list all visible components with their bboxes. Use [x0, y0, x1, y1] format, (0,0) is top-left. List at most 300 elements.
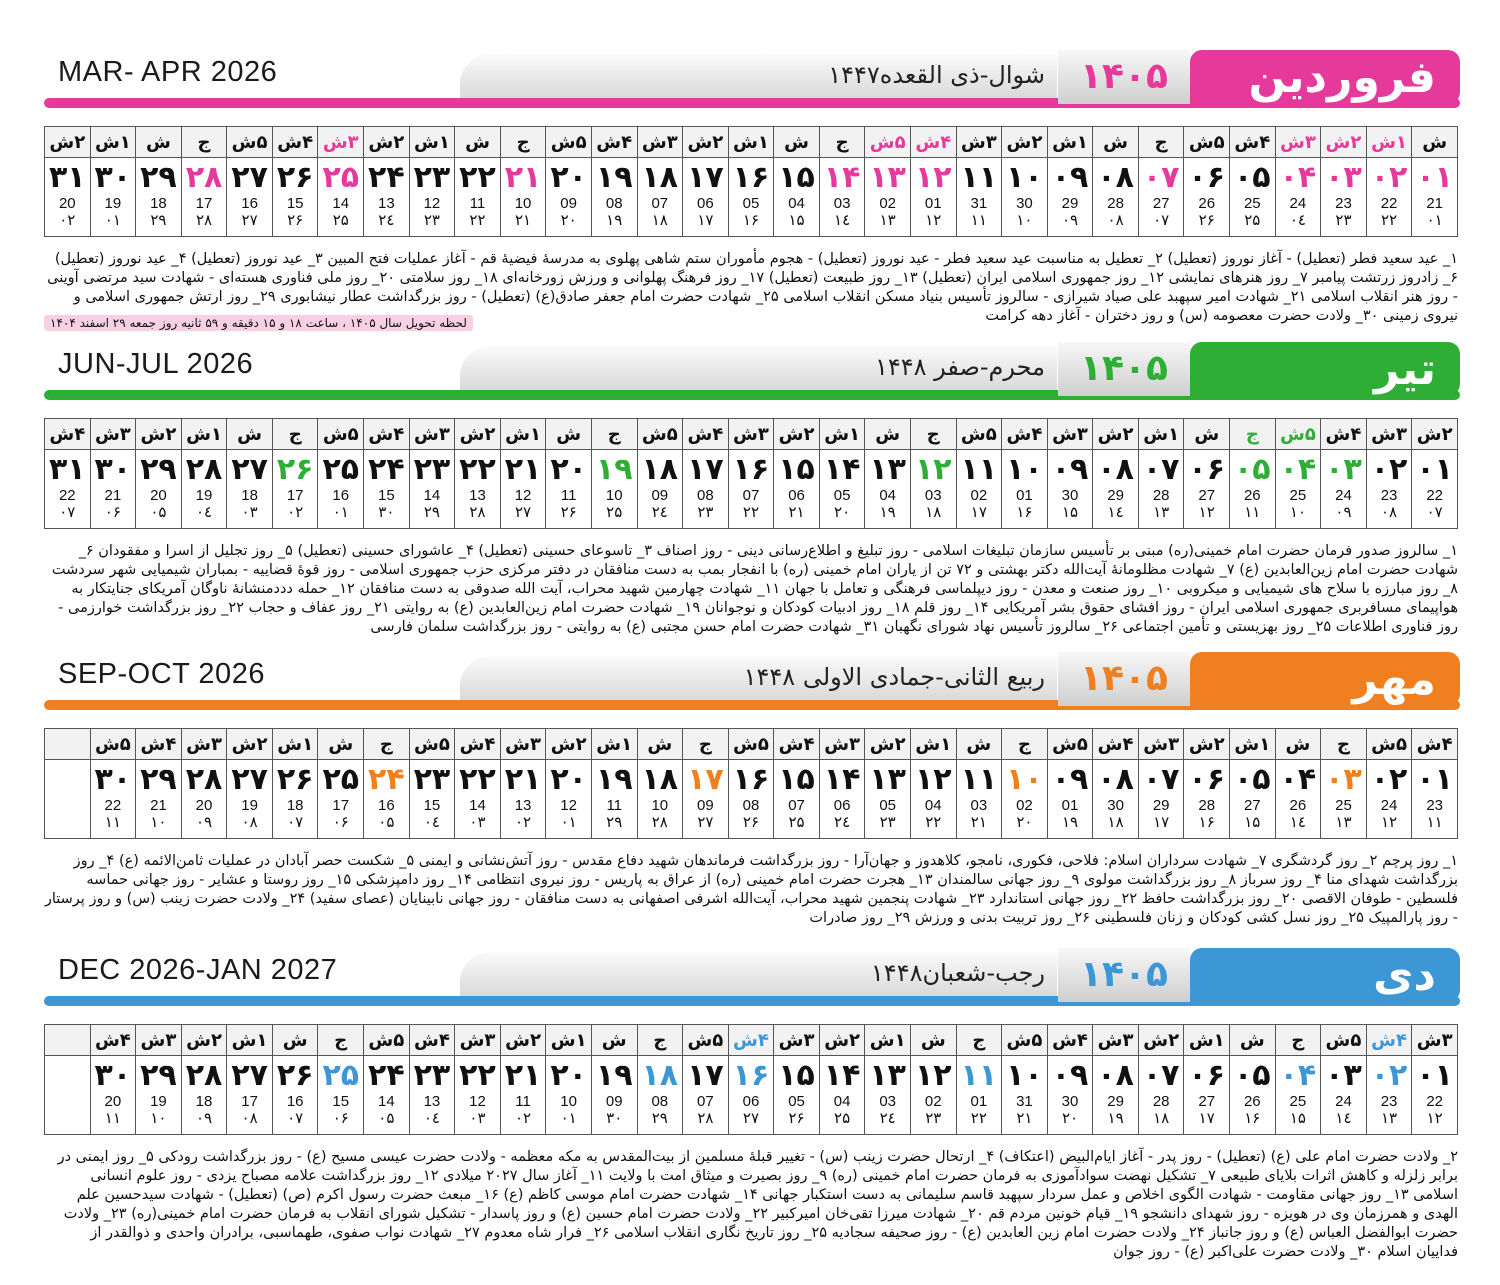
day-cell[interactable]	[1321, 158, 1367, 237]
weekday-cell: ج	[272, 419, 318, 450]
jalali-day: ۱۰	[1006, 1058, 1043, 1093]
jalali-day: ۰۳	[1325, 762, 1362, 797]
hijri-day: ۱۸	[651, 211, 668, 229]
day-cell[interactable]	[1138, 760, 1184, 839]
weekday-cell: ج	[318, 1025, 364, 1056]
day-cell[interactable]	[546, 450, 592, 529]
day-cell[interactable]	[1002, 760, 1048, 839]
day-cell[interactable]	[1002, 1056, 1048, 1135]
day-cell[interactable]	[774, 158, 820, 237]
day-cell[interactable]	[45, 158, 91, 237]
day-cell[interactable]	[1412, 450, 1458, 529]
gregorian-day: 30	[1107, 797, 1124, 814]
day-cell[interactable]	[1412, 1056, 1458, 1135]
day-cell[interactable]	[774, 1056, 820, 1135]
day-cell[interactable]	[728, 1056, 774, 1135]
jalali-day: ۱۶	[732, 452, 770, 487]
day-cell[interactable]	[1138, 450, 1184, 529]
day-cell[interactable]	[364, 760, 410, 839]
jalali-day: ۲۷	[231, 1058, 268, 1093]
day-cell[interactable]	[500, 450, 546, 529]
hijri-day: ۰۲	[59, 211, 76, 229]
gregorian-day: 13	[469, 487, 486, 504]
day-cell[interactable]	[910, 450, 956, 529]
weekday-cell: ج	[1230, 419, 1276, 450]
gregorian-day: 26	[1243, 487, 1261, 504]
day-cell[interactable]	[500, 760, 546, 839]
weekday-cell: ۳ش	[181, 729, 227, 760]
gregorian-day: 26	[1198, 195, 1216, 212]
day-cell[interactable]	[865, 1056, 911, 1135]
hijri-day: ۱٤	[1107, 503, 1124, 521]
weekday-cell: ۳ش	[819, 729, 865, 760]
jalali-day: ۲۵	[322, 452, 360, 487]
weekday-cell: ۱ش	[591, 729, 637, 760]
day-cell[interactable]	[591, 760, 637, 839]
hijri-day: ۰٤	[423, 813, 440, 831]
day-cell[interactable]	[136, 450, 182, 529]
hijri-day: ۰۷	[287, 813, 304, 831]
day-cell[interactable]	[272, 1056, 318, 1135]
weekday-cell: ج	[683, 729, 729, 760]
jalali-day: ۰۴	[1279, 452, 1317, 487]
day-cell[interactable]	[272, 450, 318, 529]
day-cell[interactable]	[181, 760, 227, 839]
day-cell[interactable]	[1412, 760, 1458, 839]
jalali-day: ۱۷	[687, 160, 724, 195]
weekday-cell: ۳ش	[90, 419, 136, 450]
gregorian-day: 25	[1335, 797, 1352, 814]
day-cell[interactable]	[364, 158, 410, 237]
gregorian-day: 27	[1198, 1093, 1216, 1110]
day-cell[interactable]	[181, 450, 227, 529]
day-cell[interactable]	[1093, 760, 1139, 839]
jalali-day: ۰۹	[1051, 452, 1089, 487]
day-cell[interactable]	[591, 450, 637, 529]
day-cell[interactable]	[774, 760, 820, 839]
jalali-day: ۰۵	[1234, 1058, 1271, 1093]
day-cell[interactable]	[90, 760, 136, 839]
jalali-day: ۱۳	[869, 1058, 906, 1093]
day-cell[interactable]	[910, 760, 956, 839]
jalali-day: ۱۷	[687, 762, 724, 797]
day-cell[interactable]	[227, 158, 273, 237]
hijri-day: ۲۱	[1016, 1109, 1033, 1127]
day-cell[interactable]	[272, 158, 318, 237]
gregorian-day: 15	[286, 195, 304, 212]
day-cell[interactable]	[45, 450, 91, 529]
jalali-day: ۱۶	[732, 762, 770, 797]
jalali-day: ۰۷	[1142, 160, 1180, 195]
day-cell[interactable]	[637, 1056, 683, 1135]
weekday-cell: ۳ش	[956, 127, 1002, 158]
gregorian-day: 29	[1152, 797, 1170, 814]
day-cell[interactable]	[1047, 760, 1093, 839]
day-cell[interactable]	[1275, 760, 1321, 839]
weekday-cell: ش	[591, 1025, 637, 1056]
day-cell[interactable]	[227, 760, 273, 839]
jalali-day: ۱۲	[914, 1058, 952, 1093]
gregorian-day: 16	[332, 487, 350, 504]
day-cell[interactable]	[455, 158, 501, 237]
month-name: دی	[1373, 950, 1436, 1001]
weekday-cell: ۵ش	[1002, 1025, 1048, 1056]
hijri-day: ۰٤	[423, 1109, 440, 1127]
weekday-cell: ۲ش	[1184, 729, 1230, 760]
hijri-day: ۲۲	[742, 503, 760, 521]
gregorian-day: 24	[1335, 487, 1352, 504]
weekday-cell: ۳ش	[409, 419, 455, 450]
day-cell[interactable]	[637, 158, 683, 237]
weekday-cell: ج	[956, 1025, 1002, 1056]
jalali-day: ۳۰	[94, 160, 132, 195]
day-cell[interactable]	[1321, 1056, 1367, 1135]
weekday-cell: ش	[637, 729, 683, 760]
gregorian-day: 21	[150, 797, 167, 814]
day-cell[interactable]	[90, 1056, 136, 1135]
day-cell[interactable]	[409, 450, 455, 529]
weekday-cell: ۳ش	[728, 419, 774, 450]
day-cell[interactable]	[227, 450, 273, 529]
hijri-day: ۲۷	[241, 211, 258, 229]
hijri-day: ۲۵	[332, 211, 349, 229]
weekday-cell: ۴ش	[409, 1025, 455, 1056]
weekday-cell: ۲ش	[181, 1025, 227, 1056]
hijri-day: ۱٤	[834, 211, 851, 229]
weekday-cell: ج	[1321, 729, 1367, 760]
day-cell[interactable]	[409, 760, 455, 839]
day-cell[interactable]	[956, 760, 1002, 839]
day-cell[interactable]	[136, 760, 182, 839]
weekday-cell: ۴ش	[455, 729, 501, 760]
day-cell[interactable]	[455, 760, 501, 839]
weekday-cell: ج	[181, 127, 227, 158]
weekday-cell: ۴ش	[683, 419, 729, 450]
gregorian-day: 09	[560, 195, 577, 212]
day-cell[interactable]	[728, 158, 774, 237]
day-cell[interactable]	[728, 450, 774, 529]
jalali-day: ۱۹	[595, 160, 633, 195]
gregorian-day: 23	[1380, 487, 1398, 504]
hijri-day: ۱۹	[606, 211, 623, 229]
day-cell[interactable]	[1093, 158, 1139, 237]
day-cell[interactable]	[1047, 158, 1093, 237]
weekday-cell: ش	[956, 729, 1002, 760]
weekday-cell: ۱ش	[227, 1025, 273, 1056]
hijri-day: ۱۳	[1153, 503, 1170, 521]
gregorian-day: 01	[1016, 487, 1033, 504]
day-cell[interactable]	[546, 1056, 592, 1135]
weekday-row	[45, 729, 1458, 760]
gregorian-day: 17	[332, 797, 350, 814]
day-cell[interactable]	[1184, 158, 1230, 237]
hijri-day: ۲۰	[834, 503, 851, 521]
jalali-day: ۰۹	[1051, 762, 1089, 797]
day-cell[interactable]	[546, 158, 592, 237]
jalali-day: ۱۴	[823, 160, 861, 195]
day-cell[interactable]	[1047, 1056, 1093, 1135]
day-cell[interactable]	[956, 450, 1002, 529]
hijri-day: ۱۶	[1198, 813, 1215, 831]
day-cell[interactable]	[637, 760, 683, 839]
weekday-cell: ۳ش	[455, 1025, 501, 1056]
weekday-cell: ۵ش	[637, 419, 683, 450]
day-cell[interactable]	[227, 1056, 273, 1135]
weekday-cell: ۵ش	[364, 1025, 410, 1056]
day-cell[interactable]	[318, 158, 364, 237]
jalali-day: ۱۱	[960, 452, 998, 487]
day-cell[interactable]	[683, 450, 729, 529]
day-cell[interactable]	[1093, 450, 1139, 529]
jalali-day: ۱۶	[732, 160, 770, 195]
weekday-cell: ۳ش	[136, 1025, 182, 1056]
day-cell[interactable]	[1321, 760, 1367, 839]
weekday-cell: ۳ش	[1138, 729, 1184, 760]
calendar-grid	[44, 418, 1458, 529]
day-cell[interactable]	[136, 158, 182, 237]
gregorian-day: 12	[514, 487, 532, 504]
hijri-day: ۰۷	[1426, 503, 1443, 521]
hijri-day: ۲۸	[651, 813, 668, 831]
hijri-day: ۲۷	[697, 813, 714, 831]
day-cell[interactable]	[910, 1056, 956, 1135]
weekday-row	[45, 127, 1458, 158]
day-cell[interactable]	[1366, 158, 1412, 237]
weekday-cell: ج	[364, 729, 410, 760]
hijri-day: ۲٤	[879, 1109, 896, 1127]
gregorian-day: 27	[1152, 195, 1170, 212]
gregorian-day: 14	[469, 797, 486, 814]
hijri-day: ۰۹	[1061, 211, 1079, 229]
gregorian-range: JUN-JUL 2026	[58, 348, 254, 380]
month-farvardin	[0, 40, 1500, 330]
day-cell[interactable]	[865, 760, 911, 839]
weekday-cell: ج	[819, 127, 865, 158]
jalali-day: ۰۱	[1416, 1058, 1453, 1093]
day-cell[interactable]	[1275, 450, 1321, 529]
day-cell[interactable]	[1002, 450, 1048, 529]
day-cell[interactable]	[272, 760, 318, 839]
gregorian-day: 19	[150, 1093, 167, 1110]
day-cell[interactable]	[364, 1056, 410, 1135]
jalali-day: ۱۲	[914, 160, 952, 195]
day-cell[interactable]	[1366, 760, 1412, 839]
gregorian-day: 27	[1198, 487, 1216, 504]
hijri-bar	[460, 54, 1057, 98]
gregorian-day: 11	[469, 195, 486, 212]
day-cell[interactable]	[1002, 158, 1048, 237]
jalali-day: ۲۷	[231, 160, 268, 195]
jalali-day: ۰۲	[1370, 1058, 1408, 1093]
weekday-cell: ش	[318, 729, 364, 760]
gregorian-day: 13	[377, 195, 395, 212]
day-cell[interactable]	[181, 1056, 227, 1135]
month-tir	[0, 332, 1500, 635]
jalali-day: ۰۶	[1188, 762, 1226, 797]
day-cell[interactable]	[1230, 1056, 1276, 1135]
day-cell[interactable]	[1230, 450, 1276, 529]
day-cell[interactable]	[1366, 1056, 1412, 1135]
jalali-day: ۲۹	[140, 160, 177, 195]
hijri-day: ۲۶	[742, 813, 760, 831]
day-cell[interactable]	[136, 1056, 182, 1135]
day-cell[interactable]	[1275, 1056, 1321, 1135]
weekday-cell: ۲ش	[683, 127, 729, 158]
hijri-day: ۱۱	[104, 813, 121, 831]
weekday-cell: ۲ش	[500, 1025, 546, 1056]
hijri-day: ۱۳	[879, 211, 896, 229]
day-cell[interactable]	[455, 1056, 501, 1135]
day-cell[interactable]	[1138, 1056, 1184, 1135]
day-cell[interactable]	[1184, 1056, 1230, 1135]
hijri-day: ۰۸	[1380, 503, 1398, 521]
day-cell[interactable]	[1184, 760, 1230, 839]
jalali-day: ۲۳	[413, 160, 451, 195]
day-cell[interactable]	[546, 760, 592, 839]
day-cell[interactable]	[637, 450, 683, 529]
day-cell[interactable]	[1184, 450, 1230, 529]
weekday-cell: ۴ش	[1366, 1025, 1412, 1056]
day-cell[interactable]	[865, 450, 911, 529]
month-tag	[1190, 342, 1460, 396]
jalali-day: ۱۶	[732, 1058, 770, 1093]
day-cell[interactable]	[956, 1056, 1002, 1135]
month-tag	[1190, 50, 1460, 104]
day-cell[interactable]	[1047, 450, 1093, 529]
day-cell[interactable]	[683, 760, 729, 839]
day-cell[interactable]	[683, 1056, 729, 1135]
gregorian-day: 10	[605, 487, 623, 504]
gregorian-day: 14	[377, 1093, 395, 1110]
jalali-day: ۰۳	[1325, 1058, 1362, 1093]
hijri-day: ۱۷	[1153, 813, 1170, 831]
day-cell[interactable]	[1412, 158, 1458, 237]
hijri-day: ۲۰	[1061, 1109, 1079, 1127]
day-cell[interactable]	[409, 1056, 455, 1135]
jalali-day: ۰۷	[1142, 1058, 1180, 1093]
weekday-cell: ش	[136, 127, 182, 158]
day-cell[interactable]	[500, 1056, 546, 1135]
day-cell[interactable]	[910, 158, 956, 237]
gregorian-day: 25	[1289, 487, 1307, 504]
jalali-day: ۲۶	[276, 452, 314, 487]
gregorian-day: 04	[924, 797, 942, 814]
day-cell[interactable]	[364, 450, 410, 529]
weekday-cell: ۱ش	[1184, 1025, 1230, 1056]
day-cell[interactable]	[819, 450, 865, 529]
weekday-cell: ۳ش	[500, 729, 546, 760]
jalali-day: ۲۳	[413, 1058, 451, 1093]
gregorian-day: 03	[879, 1093, 897, 1110]
weekday-cell: ۲ش	[1093, 419, 1139, 450]
day-cell[interactable]	[409, 158, 455, 237]
jalali-day: ۲۹	[140, 762, 177, 797]
gregorian-day: 16	[286, 1093, 304, 1110]
gregorian-day: 20	[104, 1093, 122, 1110]
jalali-day: ۰۳	[1325, 160, 1362, 195]
day-cell[interactable]	[819, 158, 865, 237]
jalali-day: ۱۰	[1006, 452, 1043, 487]
weekday-cell: ۳ش	[1047, 419, 1093, 450]
hijri-day: ۲٤	[834, 813, 851, 831]
hijri-day: ۱۸	[1107, 813, 1124, 831]
hijri-day: ۱۵	[1289, 1109, 1306, 1127]
gregorian-day: 03	[970, 797, 988, 814]
day-cell[interactable]	[956, 158, 1002, 237]
jalali-day: ۱۷	[687, 1058, 724, 1093]
jalali-day: ۰۱	[1416, 452, 1453, 487]
hijri-day: ۰۲	[287, 503, 304, 521]
gregorian-day: 26	[1243, 1093, 1261, 1110]
hijri-day: ۲۱	[788, 503, 805, 521]
weekday-cell: ۴ش	[1321, 419, 1367, 450]
gregorian-day: 21	[1426, 195, 1444, 212]
hijri-day: ۰۱	[104, 211, 121, 229]
day-cell[interactable]	[90, 158, 136, 237]
day-cell[interactable]	[865, 158, 911, 237]
gregorian-day: 09	[697, 797, 714, 814]
day-cell[interactable]	[455, 450, 501, 529]
day-cell[interactable]	[1093, 1056, 1139, 1135]
day-cell[interactable]	[1321, 450, 1367, 529]
weekday-cell: ش	[865, 419, 911, 450]
gregorian-day: 06	[697, 195, 714, 212]
jalali-day: ۲۲	[459, 160, 496, 195]
day-cell[interactable]	[181, 158, 227, 237]
day-cell[interactable]	[774, 450, 820, 529]
day-cell[interactable]	[728, 760, 774, 839]
day-cell[interactable]	[819, 1056, 865, 1135]
gregorian-day: 14	[423, 487, 441, 504]
day-cell[interactable]	[1230, 760, 1276, 839]
day-cell[interactable]	[1230, 158, 1276, 237]
day-cell[interactable]	[90, 450, 136, 529]
hijri-day: ۲۵	[1244, 211, 1261, 229]
hijri-day: ۰۶	[104, 503, 121, 521]
weekday-cell: ۱ش	[1138, 419, 1184, 450]
jalali-day: ۲۴	[368, 1058, 405, 1093]
day-cell[interactable]	[591, 1056, 637, 1135]
weekday-cell: ۳ش	[1412, 1025, 1458, 1056]
weekday-cell: ۲ش	[546, 729, 592, 760]
gregorian-day: 12	[423, 195, 441, 212]
hijri-day: ۲۸	[697, 1109, 714, 1127]
day-cell[interactable]	[500, 158, 546, 237]
day-cell[interactable]	[318, 450, 364, 529]
jalali-day: ۰۵	[1234, 160, 1271, 195]
hijri-day: ۱۶	[742, 211, 760, 229]
day-cell[interactable]	[1138, 158, 1184, 237]
jalali-day: ۲۸	[185, 762, 223, 797]
day-cell[interactable]	[683, 158, 729, 237]
gregorian-day: 10	[514, 195, 532, 212]
gregorian-day: 15	[423, 797, 441, 814]
weekday-cell: ۱ش	[500, 419, 546, 450]
gregorian-day: 19	[104, 195, 122, 212]
hijri-bar	[460, 346, 1057, 390]
weekday-cell: ۲ش	[45, 127, 91, 158]
day-cell[interactable]	[591, 158, 637, 237]
day-cell[interactable]	[318, 1056, 364, 1135]
hijri-day: ۲۷	[742, 1109, 760, 1127]
jalali-day: ۱۰	[1006, 762, 1043, 797]
day-cell[interactable]	[318, 760, 364, 839]
day-cell[interactable]	[1366, 450, 1412, 529]
day-cell[interactable]	[819, 760, 865, 839]
jalali-day: ۳۰	[94, 762, 132, 797]
day-cell[interactable]	[1275, 158, 1321, 237]
hijri-day: ۲۵	[788, 813, 805, 831]
